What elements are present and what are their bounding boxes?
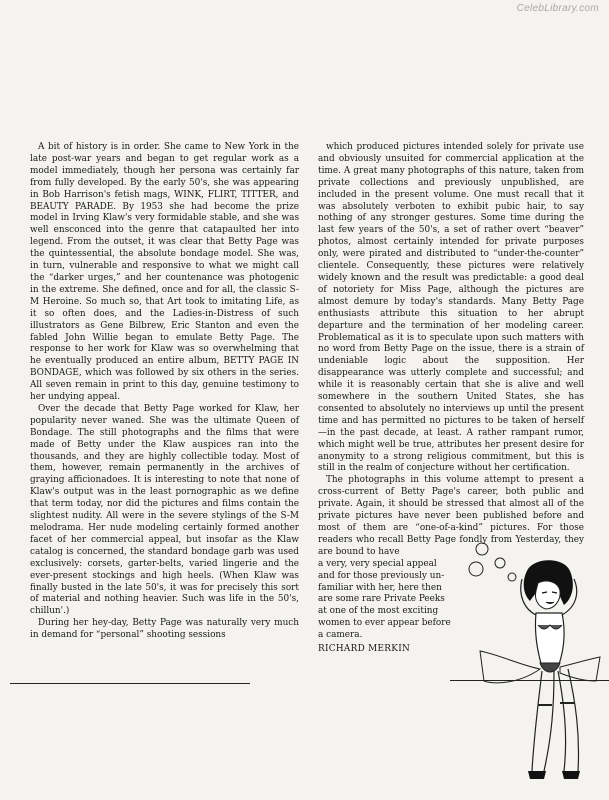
paragraph: which produced pictures intended solely for private use and obviously unsuited for commercial application at the time. A great many photographs of this nature, taken from private collections and previously unpublished, are included in the present volume. One must recall that it was absolutely verboten to exhibit pubic hair, to say nothing of any stronger gestures. Some time during the last few years of the 50's, a set of rather overt “beaver” photos, almost certainly intended for private purposes only, were pirated and distributed to “under-the-counter” clientele. Consequently, these pictures were relatively widely known and the result was predictable: a good deal of notoriety for Miss Page, although the pictures are almost demure by today's standards. Many Betty Page enthusiasts attribute this situation to her abrupt departure and the termination of her modeling career. Problematical as it is to speculate upon such matters with no word from Betty Page on the issue, there is a strain of undeniable logic about the supposition. Her disappearance was utterly complete and successful; and while it is reasonably certain that she is alive and well somewhere in the southern United States, she has consented to absolutely no interviews up until the present time and has permitted no pictures to be taken of herself—in the past decade, at least. A rather rampant rumor, which might well be true, attributes her present desire for anonymity to a strong religious commitment, but this is still in the realm of conjecture without her certification. [318,142,584,474]
panties-shape [540,663,560,672]
horizontal-rule-left [10,683,250,684]
text-line: are some rare Private Peeks [318,594,445,605]
paragraph: The photographs in this volume attempt to present a cross-current of Betty Page's career, both public and private. Again, it should be stressed that almost all of the private pictures have never been published before and most of them are “one-of-a-kind” pictures. For those readers who recall Betty Page fondly from Yesterday, they are bound to have [318,475,584,557]
bubble-circle [495,558,505,568]
watermark-text: CelebLibrary.com [516,3,599,14]
text-line: familiar with her, here then [318,582,442,593]
author-signature: RICHARD MERKIN [318,644,411,655]
text-line: at one of the most exciting [318,606,439,617]
text-line: and for those previously un- [318,570,445,581]
leg-line [532,671,542,771]
torso-shape [535,613,564,667]
bubble-circle [476,543,488,555]
text-line: a camera. [318,630,363,641]
shoe-shape [528,771,546,779]
leg-line [568,669,579,771]
bubble-circle [508,573,516,581]
shoe-shape [562,771,580,779]
paragraph: During her hey-day, Betty Page was naturally very much in demand for “personal” shooting sessions [30,618,299,641]
mouth-shape [546,602,554,604]
leg-line [558,671,566,771]
paragraph: Over the decade that Betty Page worked for Klaw, her popularity never waned. She was the ultimate Queen of Bondage. The still photographs and the films that were made of Betty under the Klaw auspices ran into the thousands, and they are highly collectible today. Most of them, however, remain permanently in the archives of graying afficionadoes. It is interesting to note that none of Klaw's output was in the least pornographic as we define that term today, nor did the pictures and films contain the slightest nudity. All were in the severe stylings of the S-M melodrama. Her nude modeling certainly formed another facet of her commercial appeal, but insofar as the Klaw catalog is concerned, the standard bondage garb was used exclusively: corsets, garter-belts, varied lingerie and the ever-present stockings and high heels. (When Klaw was finally busted in the late 50's, it was for precisely this sort of material and nothing heavier. Such was life in the 50's, chillun'.) [30,403,299,617]
paragraph: A bit of history is in order. She came to New York in the late post-war years and began to get regular work as a model immediately, though her persona was certainly far from fully developed. By the early 50's, she was appearing in Bob Harrison's fetish mags, WINK, FLIRT, TITTER, and BEAUTY PARADE. By 1953 she had become the prize model in Irving Klaw's very formidable stable, and she was well ensconced into the genre that catapaulted her into legend. From the outset, it was clear that Betty Page was the quintessential, the absolute bondage model. She was, in turn, vulnerable and responsive to what we might call the “darker urges,” and her countenance was photogenic in the extreme. She defined, once and for all, the classic S-M Heroine. So much so, that Art took to imitating Life, as it so often does, and the Ladies-in-Distress of such illustrators as Gene Bilbrew, Eric Stanton and even the fabled John Willie began to emulate Betty Page. The response to her work for Klaw was so overwhelming that he eventually produced an entire album, BETTY PAGE IN BONDAGE, which was followed by six others in the series. All seven remain in print to this day, genuine testimony to her undying appeal. [30,142,299,403]
stocking-top [538,703,574,705]
fabric-shape [560,657,600,681]
fabric-shape [480,651,540,683]
leg-line [544,671,554,771]
text-line: a very, very special appeal [318,558,437,569]
face-shape [535,581,560,609]
text-line: women to ever appear before [318,618,451,629]
pinup-illustration [440,535,605,785]
left-text-column [30,142,299,642]
bubble-circle [469,562,483,576]
